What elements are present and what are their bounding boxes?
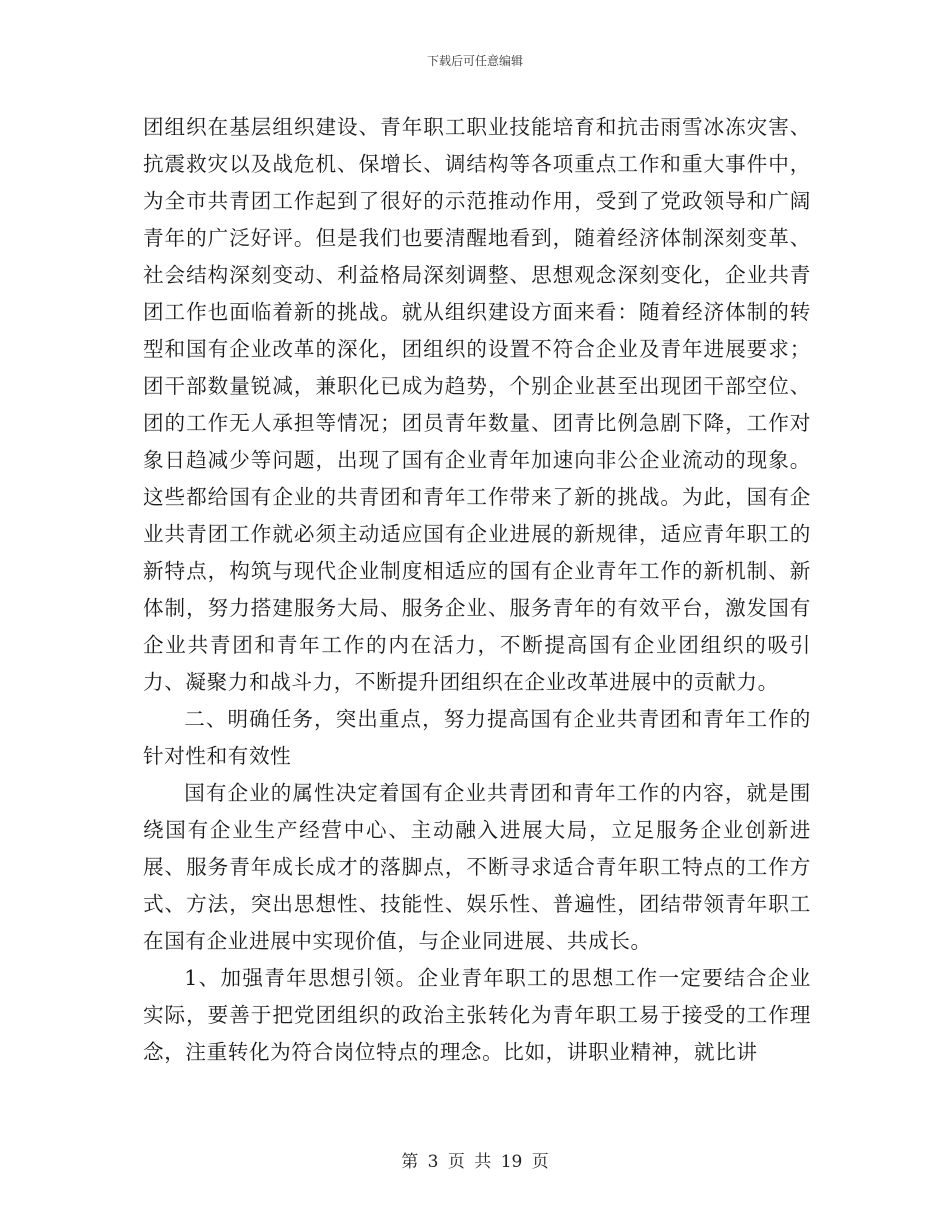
section-heading: 二、明确任务，突出重点，努力提高国有企业共青团和青年工作的针对性和有效性: [143, 707, 811, 768]
page-header-note: 下载后可任意编辑: [426, 54, 523, 68]
document-body: [143, 109, 811, 1071]
paragraph-continued: 团组织在基层组织建设、青年职工职业技能培育和抗击雨雪冰冻灾害、抗震救灾以及战危机、保增长、调结构等各项重点工作和重大事件中，为全市共青团工作起到了很好的示范推动作用，受到了党政领导和广阔青年的广泛好评。但是我们也要清醒地看到，随着经济体制深刻变革、社会结构深刻变动、利益格局深刻调整、思想观念深刻变化，企业共青团工作也面临着新的挑战。就从组织建设方面来看：随着经济体制的转型和国有企业改革的深化，团组织的设置不符合企业及青年进展要求；团干部数量锐减，兼职化已成为趋势，个别企业甚至出现团干部空位、团的工作无人承担等情况；团员青年数量、团青比例急剧下降，工作对象日趋减少等问题，出现了国有企业青年加速向非公企业流动的现象。这些都给国有企业的共青团和青年工作带来了新的挑战。为此，国有企业共青团工作就必须主动适应国有企业进展的新规律，适应青年职工的新特点，构筑与现代企业制度相适应的国有企业青年工作的新机制、新体制，努力搭建服务大局、服务企业、服务青年的有效平台，激发国有企业共青团和青年工作的内在活力，不断提高国有企业团组织的吸引力、凝聚力和战斗力，不断提升团组织在企业改革进展中的贡献力。: [143, 115, 811, 694]
paragraph: 国有企业的属性决定着国有企业共青团和青年工作的内容，就是围绕国有企业生产经营中心、主动融入进展大局，立足服务企业创新进展、服务青年成长成才的落脚点，不断寻求适合青年职工特点的工作方式、方法，突出思想性、技能性、娱乐性、普遍性，团结带领青年职工在国有企业进展中实现价值，与企业同进展、共成长。: [143, 781, 811, 953]
paragraph: 1、加强青年思想引领。企业青年职工的思想工作一定要结合企业实际，要善于把党团组织的政治主张转化为青年职工易于接受的工作理念，注重转化为符合岗位特点的理念。比如，讲职业精神，就比讲: [143, 966, 811, 1064]
page-number-footer: 第 3 页 共 19 页: [401, 1152, 549, 1172]
